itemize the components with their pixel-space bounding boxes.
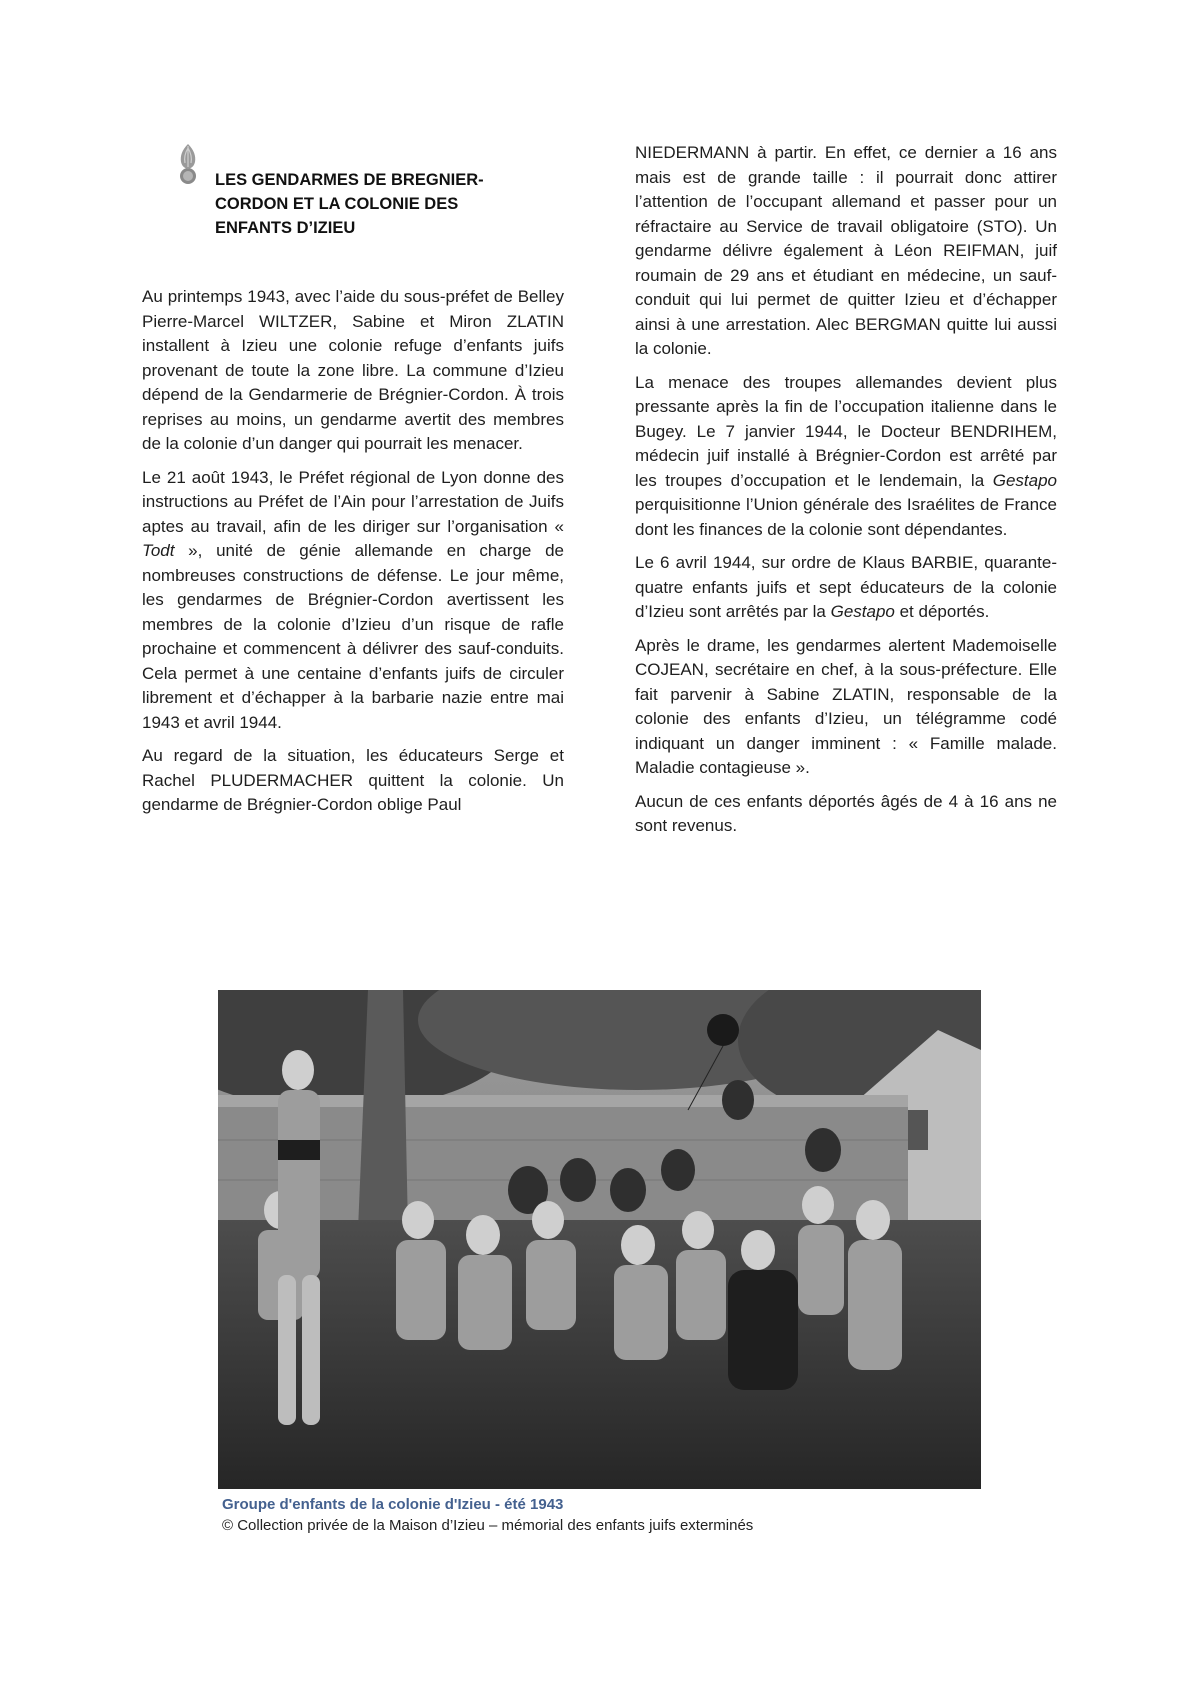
paragraph: Le 21 août 1943, le Préfet régional de Lyon donne des instructions au Préfet de l’Ain pour l’arrestation de Juifs aptes au travail, afin de les diriger sur l’organisation « Todt », unité de génie allemande en charge de nombreuses constructions de défense. Le jour même, les gendarmes de Brégnier-Cordon avertissent les membres de la colonie d’Izieu d’un risque de rafle prochaine et commencent à délivrer des sauf-conduits. Cela permet à une centaine d’enfants juifs de circuler librement et d’échapper à la barbarie nazie entre mai 1943 et avril 1944.: [142, 467, 564, 732]
caption-credit: © Collection privée de la Maison d’Izieu – mémorial des enfants juifs exterminés: [222, 1517, 754, 1534]
caption-title: Groupe d'enfants de la colonie d'Izieu - été 1943: [222, 1496, 564, 1513]
left-column: [142, 285, 564, 827]
page-title: [215, 168, 555, 240]
paragraph: NIEDERMANN à partir. En effet, ce dernier a 16 ans mais est de grande taille : il pourrait donc attirer l’attention de l’occupant allemand et passer pour un réfractaire au Service de travail obligatoire (STO). Un gendarme délivre également à Léon REIFMAN, juif roumain de 29 ans et étudiant en médecine, un sauf-conduit qui lui permet de quitter Izieu et d’échapper ainsi à une arrestation. Alec BERGMAN quitte lui aussi la colonie.: [635, 143, 1057, 358]
group-photograph: [218, 990, 981, 1489]
paragraph: Le 6 avril 1944, sur ordre de Klaus BARBIE, quarante-quatre enfants juifs et sept éducateurs de la colonie d’Izieu sont arrêtés par la Gestapo et déportés.: [635, 553, 1057, 621]
paragraph: Aucun de ces enfants déportés âgés de 4 à 16 ans ne sont revenus.: [635, 791, 1057, 835]
paragraph: La menace des troupes allemandes devient plus pressante après la fin de l’occupation italienne dans le Bugey. Le 7 janvier 1944, le Docteur BENDRIHEM, médecin juif installé à Brégnier-Cordon est arrêté par les troupes d’occupation et le lendemain, la Gestapo perquisitionne l’Union générale des Israélites de France dont les finances de la colonie sont dépendantes.: [635, 372, 1057, 539]
title-line-3: ENFANTS D’IZIEU: [215, 219, 356, 237]
right-column: [635, 141, 1057, 848]
gendarmerie-grenade-icon: [175, 142, 201, 186]
figure-caption: [222, 1494, 753, 1536]
paragraph: Au printemps 1943, avec l’aide du sous-préfet de Belley Pierre-Marcel WILTZER, Sabine et Miron ZLATIN installent à Izieu une colonie refuge d’enfants juifs provenant de toute la zone libre. La commune d’Izieu dépend de la Gendarmerie de Brégnier-Cordon. À trois reprises au moins, un gendarme avertit des membres de la colonie d’un danger qui pourrait les menacer.: [142, 287, 564, 453]
photo-illustration: [218, 990, 981, 1489]
title-line-2: CORDON ET LA COLONIE DES: [215, 195, 459, 213]
title-line-1: LES GENDARMES DE BREGNIER-: [215, 171, 484, 189]
paragraph: Après le drame, les gendarmes alertent Mademoiselle COJEAN, secrétaire en chef, à la sous-préfecture. Elle fait parvenir à Sabine ZLATIN, responsable de la colonie des enfants d’Izieu, un télégramme codé indiquant un danger imminent : « Famille malade. Maladie contagieuse ».: [635, 635, 1057, 777]
paragraph: Au regard de la situation, les éducateurs Serge et Rachel PLUDERMACHER quittent la colonie. Un gendarme de Brégnier-Cordon oblige Paul: [142, 746, 564, 814]
